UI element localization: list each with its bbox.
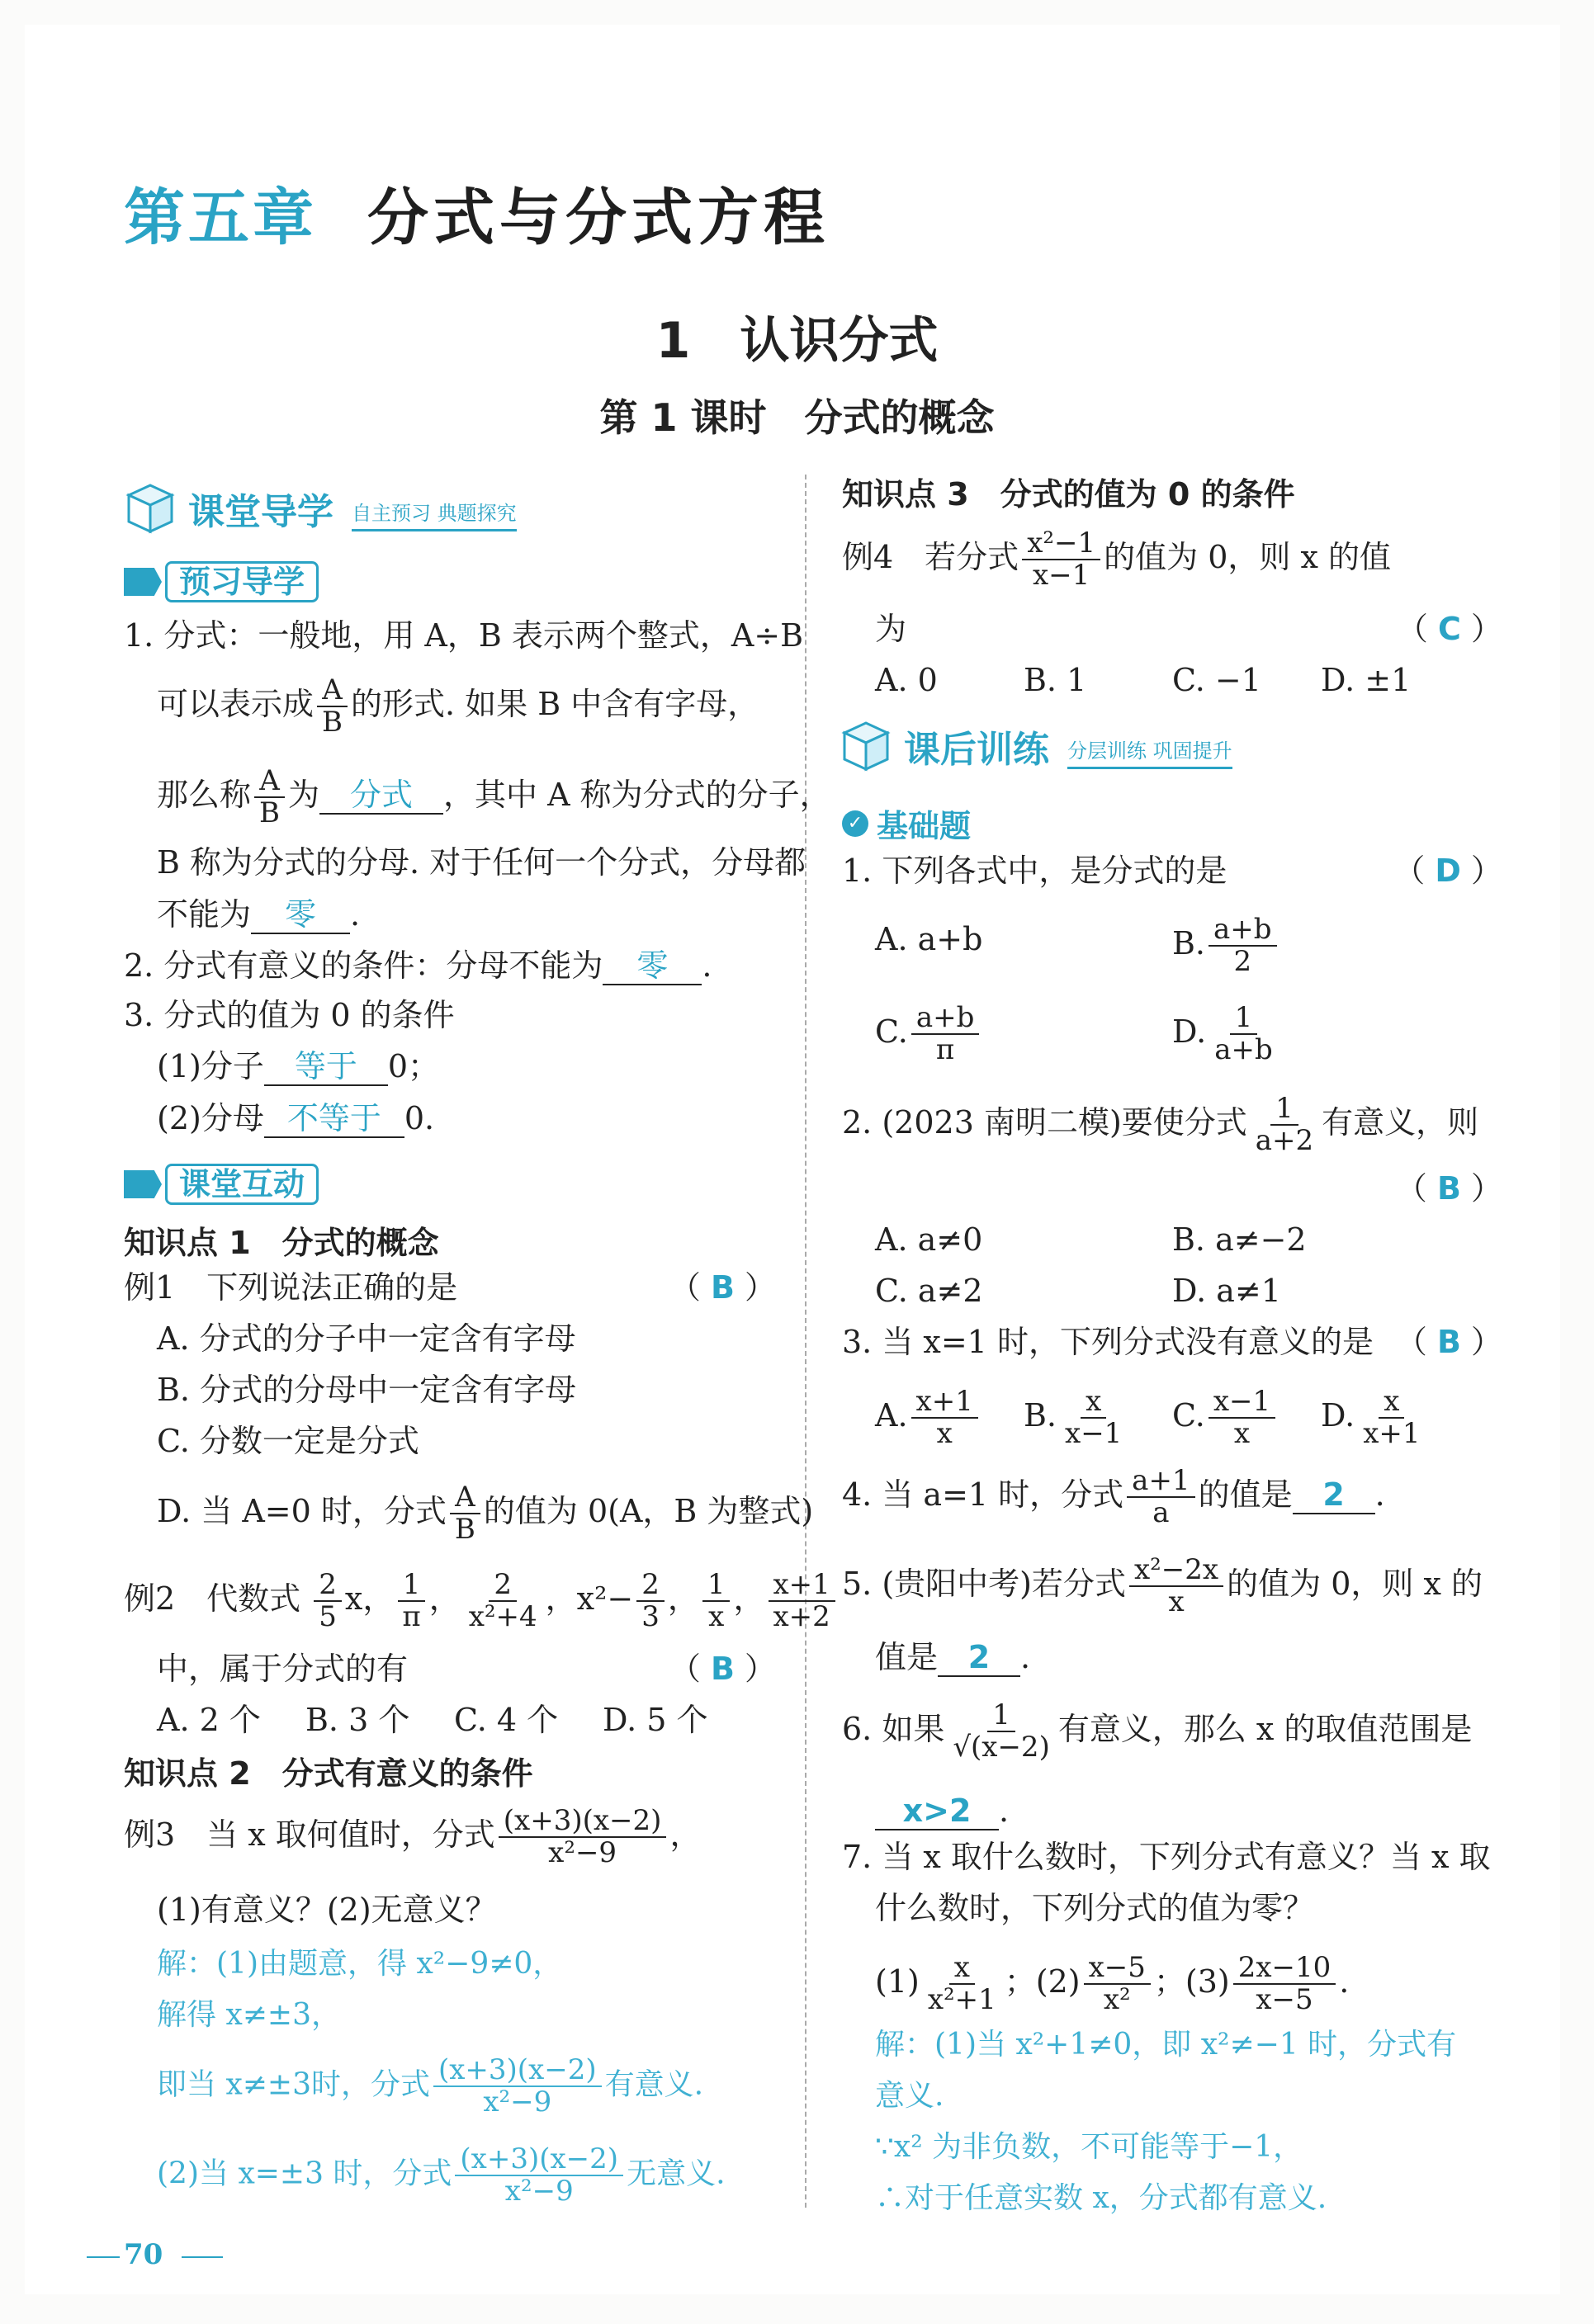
- answer-paren: （ B ）: [1395, 1170, 1502, 1207]
- q7-solution-1: 解：(1)当 x²+1≠0，即 x²≠−1 时，分式有: [875, 2028, 1457, 2062]
- denominator: a: [1152, 1496, 1170, 1530]
- after-class-banner: [838, 715, 1232, 777]
- option: A. 0: [875, 662, 938, 698]
- text: 中，属于分式的有: [157, 1651, 409, 1687]
- fraction: [1209, 914, 1277, 978]
- denominator: x²−9: [504, 2175, 574, 2208]
- text: .: [702, 947, 712, 984]
- answer-blank[interactable]: 2: [938, 1639, 1020, 1677]
- option: C. 4 个: [454, 1702, 559, 1738]
- fraction: [450, 1482, 480, 1546]
- option: B. 1: [1024, 662, 1087, 698]
- numerator: 1: [1230, 1003, 1258, 1035]
- answer-blank[interactable]: 分式: [319, 777, 443, 815]
- ex4-line2: [875, 604, 1502, 654]
- fraction: [948, 1700, 1055, 1764]
- text: .: [999, 1793, 1010, 1829]
- text: 2. (2023 南明二模)要使分式: [842, 1103, 1247, 1141]
- text: ；(2): [1004, 1963, 1081, 2000]
- question-7-line2: 什么数时，下列分式的值为零？: [875, 1890, 1315, 1926]
- denominator: B: [322, 706, 343, 739]
- text: 值是: [875, 1639, 939, 1675]
- label: A.: [875, 1396, 908, 1434]
- text: ，其中 A 称为分式的分子，: [443, 776, 831, 813]
- interact-tag-label: 课堂互动: [165, 1164, 319, 1205]
- answer: D: [1435, 853, 1461, 889]
- denominator: x−1: [1065, 1417, 1123, 1451]
- lesson-title: 1 认识分式: [655, 312, 939, 370]
- text: .: [1374, 1476, 1385, 1513]
- q7-expressions: [875, 1953, 1349, 2016]
- p3-s2: [157, 1094, 434, 1143]
- numerator: x²−2x: [1129, 1555, 1223, 1587]
- answer-paren: （ D ）: [1393, 853, 1502, 889]
- option: D. 5 个: [603, 1702, 708, 1738]
- numerator: x+1: [911, 1386, 978, 1419]
- fraction: [1251, 1094, 1318, 1157]
- option: [1024, 1386, 1172, 1450]
- denominator: x²−9: [548, 1836, 617, 1870]
- knowledge-point-2: 知识点 2 分式有意义的条件: [124, 1755, 533, 1792]
- p3-s1: [157, 1042, 439, 1091]
- ex1-option-a: A. 分式的分子中一定含有字母: [157, 1320, 576, 1357]
- text: C.: [875, 1013, 908, 1050]
- answer: B: [1436, 1324, 1461, 1360]
- fraction: [702, 1570, 731, 1633]
- p1-line3: [157, 766, 831, 829]
- text: (2)分母: [157, 1100, 264, 1136]
- text: 4. 当 a=1 时，分式: [842, 1476, 1124, 1513]
- numerator: 1: [398, 1570, 426, 1602]
- text: 6. 如果: [842, 1710, 945, 1747]
- q1-option-d: [1172, 1003, 1281, 1066]
- text: 可以表示成: [157, 685, 315, 722]
- q2-option-c: C. a≠2: [875, 1273, 983, 1309]
- fraction: [464, 1570, 542, 1633]
- fraction: [1233, 1953, 1336, 2016]
- text: 有意义，则: [1322, 1103, 1479, 1141]
- denominator: a+b: [1214, 1033, 1273, 1067]
- question: 例1 下列说法正确的是: [124, 1269, 458, 1306]
- flag-icon: [124, 1170, 162, 1198]
- example-4: [842, 528, 1391, 592]
- denominator: 2: [1233, 945, 1252, 979]
- fraction: [1084, 1953, 1151, 2016]
- p1-line1: 1. 分式：一般地，用 A，B 表示两个整式，A÷B: [124, 617, 804, 654]
- knowledge-point-3: 知识点 3 分式的值为 0 的条件: [842, 476, 1295, 513]
- ex3-solution-4: [157, 2144, 726, 2208]
- numerator: (x+3)(x−2): [455, 2144, 623, 2176]
- label: C.: [1172, 1396, 1205, 1434]
- ex3-solution-2: 解得 x≠±3，: [157, 1998, 341, 2032]
- ex3-solution-1: 解：(1)由题意，得 x²−9≠0，: [157, 1947, 563, 1981]
- option: C. −1: [1172, 662, 1261, 698]
- numerator: x−5: [1084, 1953, 1151, 1985]
- p2: [124, 941, 712, 990]
- answer-paren: （ C ）: [1396, 611, 1502, 647]
- text: .: [1020, 1639, 1031, 1675]
- text: .: [350, 896, 361, 933]
- q3-options: [875, 1386, 1429, 1450]
- answer-blank[interactable]: 2: [1293, 1476, 1375, 1514]
- question: 例3 当 x 取何值时，分式: [124, 1816, 495, 1853]
- q2-option-b: B. a≠−2: [1172, 1221, 1307, 1258]
- denominator: a+2: [1255, 1124, 1314, 1158]
- fraction: [911, 1386, 978, 1450]
- option: D. ±1: [1321, 662, 1412, 698]
- answer-blank[interactable]: x>2: [875, 1793, 999, 1830]
- ex3-line2: (1)有意义？(2)无意义？: [157, 1892, 497, 1928]
- fraction: [769, 1570, 835, 1633]
- preview-tag-label: 预习导学: [165, 561, 319, 602]
- option: [1321, 1386, 1429, 1450]
- text: 不能为: [157, 896, 252, 933]
- answer: B: [1436, 1170, 1461, 1207]
- question-4: [842, 1466, 1385, 1529]
- numerator: a+b: [1209, 914, 1277, 947]
- fraction: [254, 766, 285, 829]
- q1-option-b: [1172, 914, 1280, 978]
- text: 的值为 0(A，B 为整式): [483, 1492, 814, 1529]
- text: (1): [875, 1963, 920, 2000]
- ex1-option-c: C. 分数一定是分式: [157, 1423, 419, 1459]
- ex4-options: [875, 655, 1411, 705]
- answer-paren: （ B ）: [669, 1651, 776, 1687]
- banner-title: 课堂导学: [188, 491, 333, 533]
- numerator: 2: [314, 1570, 342, 1602]
- answer-blank[interactable]: 零: [603, 947, 702, 985]
- page-number-line-left: [87, 2256, 120, 2258]
- q7-solution-2: 意义.: [875, 2079, 944, 2113]
- denominator: B: [454, 1513, 475, 1547]
- numerator: a+1: [1127, 1466, 1194, 1498]
- text: 为: [875, 611, 907, 647]
- question: 例2 代数式: [124, 1580, 301, 1617]
- ex3-solution-3: [157, 2055, 703, 2119]
- q5-line2: [875, 1632, 1030, 1682]
- denominator: 3: [641, 1600, 660, 1634]
- answer-blank[interactable]: 零: [251, 896, 350, 934]
- interact-tag: [124, 1164, 319, 1205]
- denominator: x²: [1103, 1983, 1131, 2017]
- flag-icon: [124, 568, 162, 596]
- text: 的值为 0，则 x 的: [1227, 1565, 1483, 1602]
- basic-tag-label: 基础题: [877, 808, 972, 844]
- denominator: √(x−2): [953, 1731, 1050, 1764]
- fraction: [455, 2144, 623, 2208]
- banner-subtitle: 分层训练 巩固提升: [1067, 735, 1232, 769]
- option: A. 2 个: [157, 1702, 261, 1738]
- denominator: x: [1233, 1417, 1251, 1451]
- numerator: 2: [636, 1570, 665, 1602]
- question-6: [842, 1700, 1472, 1764]
- basic-tag: [842, 801, 971, 846]
- q1-option-c: [875, 1003, 982, 1066]
- denominator: x: [1168, 1585, 1185, 1619]
- denominator: x−5: [1256, 1983, 1313, 2017]
- ex1-option-b: B. 分式的分母中一定含有字母: [157, 1372, 577, 1408]
- classroom-guide-banner: [122, 477, 517, 540]
- ex2-line2: [157, 1644, 776, 1693]
- label: D.: [1321, 1396, 1355, 1434]
- denominator: x−1: [1033, 559, 1090, 593]
- text: 那么称: [157, 776, 252, 813]
- ex2-options: [157, 1695, 708, 1745]
- text: 为: [288, 776, 320, 813]
- example-3: 例3 当 x 取何值时，分式 $\frac{(x+3)(x-2)}{\text{x²−9}}$ ，: [124, 1804, 702, 1870]
- text: 例4 若分式: [842, 538, 1019, 575]
- p1-line5: [157, 890, 360, 939]
- fraction: [911, 1003, 980, 1066]
- fraction: [314, 1570, 342, 1633]
- fraction: [1127, 1466, 1194, 1529]
- question-5: [842, 1555, 1483, 1618]
- answer-paren: （ B ）: [1395, 1324, 1502, 1360]
- example-2: 例2 代数式 $\frac{2}{5}$ x， $\frac{1}{\pi}$ ， $\frac{2}{\text{x²+4}}$ ，x²− $\frac{2}{3}$ ， $\frac{1}{x}$ ， $\frac{x+1}{x+2}$: [124, 1570, 839, 1633]
- q6-line2: [875, 1786, 1009, 1835]
- numerator: 1: [702, 1570, 731, 1602]
- q2-option-a: A. a≠0: [875, 1221, 983, 1258]
- chapter-label: 第五章: [124, 182, 317, 253]
- p3: 3. 分式的值为 0 的条件: [124, 997, 455, 1033]
- text: .: [1339, 1963, 1350, 2000]
- question-1: [842, 846, 1502, 895]
- period-title: 第 1 课时 分式的概念: [599, 395, 995, 440]
- knowledge-point-1: 知识点 1 分式的概念: [124, 1225, 439, 1261]
- denominator: π: [402, 1600, 421, 1634]
- page-number: 70: [124, 2238, 163, 2271]
- fraction: [1209, 1386, 1275, 1450]
- text: 的值是: [1198, 1476, 1293, 1513]
- numerator: 2: [489, 1570, 517, 1602]
- text: 3. 当 x=1 时，下列分式没有意义的是: [842, 1324, 1374, 1360]
- fraction: [499, 1806, 667, 1869]
- p1-line2: [157, 675, 759, 739]
- numerator: A: [317, 675, 348, 707]
- numerator: x+1: [769, 1570, 835, 1602]
- q7-solution-4: ∴对于任意实数 x，分式都有意义.: [875, 2181, 1327, 2215]
- ex1-option-d: [157, 1482, 813, 1546]
- numerator: A: [450, 1482, 480, 1514]
- fraction: [1022, 528, 1100, 592]
- numerator: 1: [987, 1700, 1015, 1732]
- q7-solution-3: ∵x² 为非负数，不可能等于−1，: [875, 2130, 1303, 2164]
- fraction: [397, 1570, 425, 1633]
- denominator: 5: [319, 1600, 337, 1634]
- text: 0；: [387, 1048, 440, 1084]
- denominator: B: [259, 796, 281, 830]
- answer: C: [1438, 611, 1461, 647]
- denominator: π: [935, 1033, 955, 1067]
- denominator: x+2: [773, 1600, 830, 1634]
- preview-tag: [124, 561, 319, 602]
- numerator: (x+3)(x−2): [499, 1806, 667, 1838]
- fraction: [636, 1570, 665, 1633]
- label: B.: [1024, 1396, 1057, 1434]
- text: 有意义.: [604, 2067, 704, 2102]
- denominator: x: [708, 1600, 725, 1634]
- fraction: [923, 1953, 1001, 2016]
- text: 1. 下列各式中，是分式的是: [842, 853, 1227, 889]
- question-3: [842, 1317, 1502, 1367]
- answer: B: [710, 1651, 735, 1687]
- fraction: [1060, 1386, 1127, 1450]
- denominator: x+1: [1363, 1417, 1421, 1451]
- numerator: a+b: [911, 1003, 980, 1035]
- fraction: [1209, 1003, 1278, 1066]
- text: 即当 x≠±3时，分式: [157, 2067, 430, 2102]
- chapter-name: 分式与分式方程: [367, 182, 830, 253]
- denominator: x: [936, 1417, 953, 1451]
- question-7-line1: 7. 当 x 取什么数时，下列分式有意义？当 x 取: [842, 1839, 1491, 1875]
- text: 的值为 0，则 x 的值: [1104, 538, 1391, 575]
- text: (2)当 x=±3 时，分式: [157, 2156, 452, 2191]
- fraction: [1358, 1386, 1425, 1450]
- option: [1172, 1386, 1321, 1450]
- text: D.: [1172, 1013, 1207, 1050]
- fraction: [317, 675, 348, 739]
- text: (1)分子: [157, 1048, 264, 1084]
- banner-title: 课后训练: [904, 729, 1049, 771]
- text: 2. 分式有意义的条件：分母不能为: [124, 947, 603, 984]
- denominator: x²+1: [927, 1983, 996, 2017]
- numerator: A: [254, 766, 285, 798]
- q1-option-a: A. a+b: [875, 921, 983, 957]
- page-number-line-right: [182, 2256, 223, 2258]
- answer-blank[interactable]: 不等于: [264, 1100, 404, 1138]
- banner-subtitle: 自主预习 典题探究: [352, 497, 517, 531]
- text: D. 当 A=0 时，分式: [157, 1492, 447, 1529]
- text: 0.: [404, 1100, 435, 1136]
- question-2: [842, 1094, 1478, 1157]
- option: B. 3 个: [305, 1702, 410, 1738]
- text: 5. (贵阳中考)若分式: [842, 1565, 1126, 1602]
- denominator: x²−9: [483, 2085, 552, 2119]
- numerator: x: [1379, 1386, 1404, 1419]
- numerator: 2x−10: [1233, 1953, 1336, 1985]
- cube-icon: [838, 718, 894, 774]
- numerator: x: [1081, 1386, 1106, 1419]
- answer: B: [710, 1269, 735, 1306]
- fraction: [1129, 1555, 1223, 1618]
- denominator: x²+4: [468, 1600, 537, 1634]
- numerator: x: [949, 1953, 975, 1985]
- answer-paren: （ B ）: [669, 1269, 776, 1306]
- cube-icon: [122, 480, 178, 536]
- numerator: 1: [1270, 1094, 1298, 1126]
- text: 的形式. 如果 B 中含有字母，: [351, 685, 759, 722]
- text: 无意义.: [627, 2156, 726, 2191]
- check-icon: ✓: [842, 810, 868, 837]
- text: ；(3): [1153, 1963, 1230, 2000]
- option: [875, 1386, 1024, 1450]
- numerator: (x+3)(x−2): [433, 2055, 602, 2087]
- text: B.: [1172, 924, 1206, 961]
- example-1: [124, 1263, 776, 1312]
- numerator: x−1: [1209, 1386, 1275, 1419]
- q2-option-d: D. a≠1: [1172, 1273, 1281, 1309]
- numerator: x²−1: [1022, 528, 1100, 560]
- p1-line4: B 称为分式的分母. 对于任何一个分式，分母都: [157, 844, 806, 881]
- column-divider: [805, 475, 806, 2208]
- text: 有意义，那么 x 的取值范围是: [1057, 1710, 1473, 1747]
- fraction: [433, 2055, 602, 2119]
- answer-blank[interactable]: 等于: [264, 1048, 388, 1086]
